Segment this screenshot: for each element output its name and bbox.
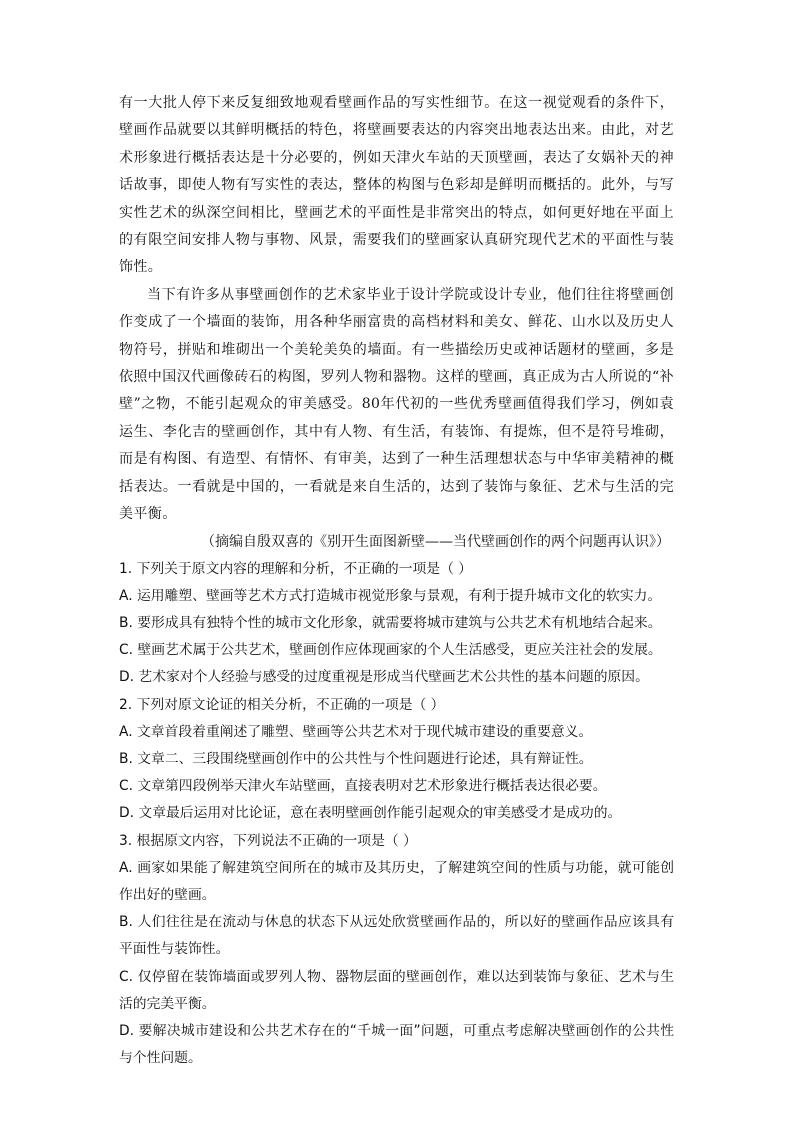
passage-paragraph-2: 当下有许多从事壁画创作的艺术家毕业于设计学院或设计专业，他们往往将壁画创作变成了一个墙面的装饰，用各种华丽富贵的高档材料和美女、鲜花、山水以及历史人物符号，拼贴和堆砌出一个美轮美奂的墙面。有一些描绘历史或神话题材的壁画，多是依照中国汉代画像砖石的构图，罗列人物和器物。这样的壁画，真正成为古人所说的“补壁”之物，不能引起观众的审美感受。80年代初的一些优秀壁画值得我们学习，例如袁运生、李化吉的壁画创作，其中有人物、有生活，有装饰、有提炼，但不是符号堆砌，而是有构图、有造型、有情怀、有审美，达到了一种生活理想状态与中华审美精神的概括表达。一看就是中国的，一看就是来自生活的，达到了装饰与象征、艺术与生活的完美平衡。 bbox=[119, 286, 674, 523]
passage-citation: （摘编自殷双喜的《别开生面图新壁——当代壁画创作的两个问题再认识》） bbox=[201, 533, 670, 550]
question-3 bbox=[119, 828, 674, 1073]
passage-paragraph-1: 有一大批人停下来反复细致地观看壁画作品的写实性细节。在这一视觉观看的条件下，壁画作品就要以其鲜明概括的特色，将壁画要表达的内容突出地表达出来。由此，对艺术形象进行概括表达是十分必要的，例如天津火车站的天顶壁画，表达了女娲补天的神话故事，即使人物有写实性的表达，整体的构图与色彩却是鲜明而概括的。此外，与写实性艺术的纵深空间相比，壁画艺术的平面性是非常突出的特点，如何更好地在平面上的有限空间安排人物与事物、风景，需要我们的壁画家认真研究现代艺术的平面性与装饰性。 bbox=[119, 95, 674, 276]
question-3-option-b: B. 人们往往是在流动与休息的状态下从远处欣赏壁画作品的，所以好的壁画作品应该具有平面性与装饰性。 bbox=[119, 914, 674, 958]
question-3-option-d: D. 要解决城市建设和公共艺术存在的“千城一面”问题，可重点考虑解决壁画创作的公共性与个性问题。 bbox=[119, 1022, 674, 1067]
question-2 bbox=[119, 692, 674, 828]
question-3-option-a: A. 画家如果能了解建筑空间所在的城市及其历史，了解建筑空间的性质与功能，就可能创作出好的壁画。 bbox=[119, 859, 674, 903]
page-content bbox=[119, 90, 674, 1072]
question-2-title: 2. 下列对原文论证的相关分析，不正确的一项是（ ） bbox=[119, 696, 445, 713]
question-1-option-d: D. 艺术家对个人经验与感受的过度重视是形成当代壁画艺术公共性的基本问题的原因。 bbox=[119, 669, 649, 686]
question-1 bbox=[119, 556, 674, 692]
question-2-option-a: A. 文章首段着重阐述了雕塑、壁画等公共艺术对于现代城市建设的重要意义。 bbox=[119, 723, 593, 740]
question-1-title: 1. 下列关于原文内容的理解和分析，不正确的一项是（ ） bbox=[119, 560, 473, 577]
question-1-option-b: B. 要形成具有独特个性的城市文化形象，就需要将城市建筑与公共艺术有机地结合起来。 bbox=[119, 614, 662, 631]
question-2-option-c: C. 文章第四段例举天津火车站壁画，直接表明对艺术形象进行概括表达很必要。 bbox=[119, 778, 607, 795]
question-3-option-c: C. 仅停留在装饰墙面或罗列人物、器物层面的壁画创作，难以达到装饰与象征、艺术与生活的完美平衡。 bbox=[119, 968, 674, 1012]
question-2-option-d: D. 文章最后运用对比论证，意在表明壁画创作能引起观众的审美感受才是成功的。 bbox=[119, 805, 622, 822]
question-1-option-c: C. 壁画艺术属于公共艺术，壁画创作应体现画家的个人生活感受，更应关注社会的发展。 bbox=[119, 642, 662, 659]
question-2-option-b: B. 文章二、三段围绕壁画创作中的公共性与个性问题进行论述，具有辩证性。 bbox=[119, 750, 593, 767]
question-1-option-a: A. 运用雕塑、壁画等艺术方式打造城市视觉形象与景观，有利于提升城市文化的软实力。 bbox=[119, 587, 662, 604]
question-3-title: 3. 根据原文内容，下列说法不正确的一项是（ ） bbox=[119, 832, 417, 849]
